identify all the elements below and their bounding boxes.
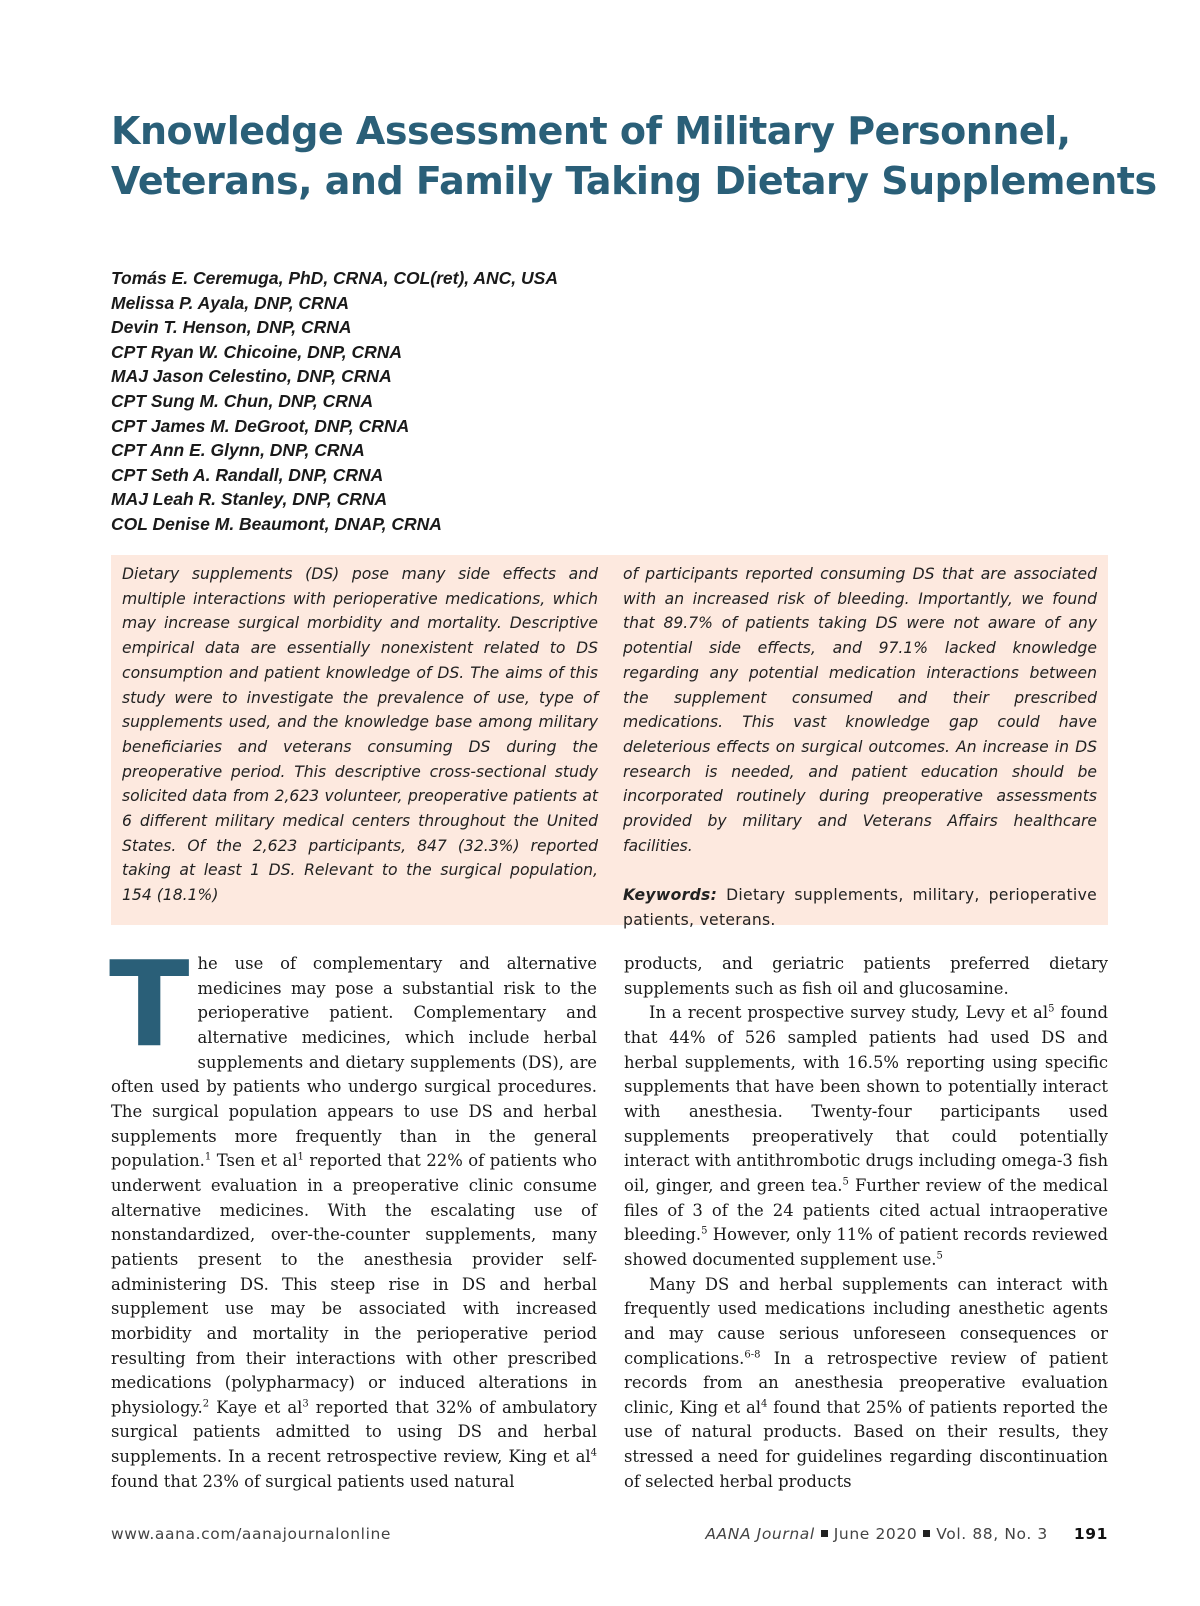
- author: CPT Ryan W. Chicoine, DNP, CRNA: [111, 341, 403, 362]
- article-title-line-2: Veterans, and Family Taking Dietary Supplements: [111, 159, 1157, 203]
- author: Melissa P. Ayala, DNP, CRNA: [111, 292, 349, 313]
- reference-marker: 3: [302, 1398, 309, 1410]
- reference-marker: 4: [590, 1447, 597, 1459]
- body-column-left: [109, 935, 597, 1494]
- body-text: However, only 11% of patient records reviewed showed documented supplement use.: [624, 1225, 1108, 1269]
- author: CPT James M. DeGroot, DNP, CRNA: [111, 415, 410, 436]
- author: Devin T. Henson, DNP, CRNA: [111, 317, 352, 338]
- reference-marker: 5: [936, 1250, 943, 1262]
- author: CPT Seth A. Randall, DNP, CRNA: [111, 464, 384, 485]
- author: MAJ Leah R. Stanley, DNP, CRNA: [111, 489, 388, 510]
- reference-marker: 2: [202, 1398, 210, 1410]
- abstract-text-left: Dietary supplements (DS) pose many side effects and multiple interactions with perioperative medications, which may increase surgical morbidity and mortality. Descriptive empirical data are essentially nonexistent related to DS consumption and patient knowledge of DS. The aims of this study were to investigate the prevalence of use, type of supplements used, and the knowledge base among military beneficiaries and veterans consuming DS during the preoperative period. This descriptive cross-sectional study solicited data from 2,623 volunteer, preoperative patients at 6 different military medical centers throughout the United States. Of the 2,623 participants, 847 (32.3%) reported taking at least 1 DS. Relevant to the surgical population, 154 (18.1%): [122, 565, 598, 905]
- volume-issue: Vol. 88, No. 3: [936, 1525, 1048, 1543]
- journal-url-link[interactable]: www.aana.com/aanajournalonline: [111, 1525, 392, 1543]
- body-text: he use of complementary and alternative medicines may pose a substantial risk to the perioperative patient. Complementary and alternative medicines, which include herbal supplements and dietary supplements (DS), are often used by patients who undergo surgical procedures. The surgical population appears to use DS and herbal supplements more frequently than in the general population.: [111, 954, 597, 1171]
- reference-marker: 6-8: [744, 1349, 761, 1361]
- body-text: Tsen et al: [211, 1151, 298, 1171]
- body-text: reported that 22% of patients who underwent evaluation in a preoperative clinic consume alternative medicines. With the escalating use of nonstandardized, over-the-counter supplements, many patients present to the anesthesia provider self-administering DS. This steep rise in DS and herbal supplement use may be associated with increased morbidity and mortality in the perioperative period resulting from their interactions with other prescribed medications (polypharmacy) or induced alterations in physiology.: [111, 1151, 597, 1417]
- author: MAJ Jason Celestino, DNP, CRNA: [111, 366, 392, 387]
- journal-citation: [705, 1525, 1108, 1543]
- square-bullet-icon: [923, 1530, 930, 1537]
- article-title-line-1: Knowledge Assessment of Military Personnel,: [111, 109, 1071, 153]
- author: COL Denise M. Beaumont, DNAP, CRNA: [111, 513, 442, 534]
- body-text: found that 25% of patients reported the use of natural products. Based on their results, they stressed a need for guidelines regarding discontinuation of selected herbal products: [624, 1397, 1109, 1491]
- abstract-column-right: [623, 562, 1097, 933]
- body-text: In a recent prospective survey study, Levy et al: [649, 1003, 1049, 1023]
- abstract-column-left: [122, 562, 598, 908]
- abstract-box: [111, 555, 1108, 929]
- body-paragraph: [624, 1273, 1108, 1495]
- keywords: [623, 883, 1097, 932]
- body-text: Many DS and herbal supplements can interact with frequently used medications including anesthetic agents and may cause serious unforeseen consequences or complications.: [624, 1274, 1108, 1368]
- reference-marker: 1: [204, 1151, 212, 1163]
- issue-date: June 2020: [833, 1525, 918, 1543]
- body-text: In a retrospective review of patient records from an anesthesia preoperative evaluation clinic, King et al: [624, 1348, 1108, 1417]
- body-text: reported that 32% of ambulatory surgical patients admitted to using DS and herbal supplements. In a recent retrospective review, King et al: [111, 1397, 597, 1467]
- body-text: found that 23% of surgical patients used natural: [111, 1471, 515, 1491]
- article-title: [111, 106, 1157, 206]
- author: CPT Ann E. Glynn, DNP, CRNA: [111, 440, 365, 461]
- reference-marker: 4: [761, 1398, 768, 1410]
- drop-cap: T: [109, 935, 190, 1073]
- reference-marker: 5: [1048, 1003, 1055, 1015]
- reference-marker: 5: [701, 1225, 708, 1237]
- author: Tomás E. Ceremuga, PhD, CRNA, COL(ret), ANC, USA: [111, 268, 558, 288]
- reference-marker: 5: [842, 1176, 849, 1188]
- author: CPT Sung M. Chun, DNP, CRNA: [111, 390, 374, 411]
- body-paragraph: products, and geriatric patients preferred dietary supplements such as fish oil and glucosamine.: [624, 954, 1108, 998]
- body-text: Kaye et al: [209, 1397, 303, 1417]
- body-text: found that 44% of 526 sampled patients had used DS and herbal supplements, with 16.5% reporting using specific supplements that have been shown to potentially interact with anesthesia. Twenty-four participants used supplements preoperatively that could potentially interact with antithrombotic drugs including omega-3 fish oil, ginger, and green tea.: [624, 1003, 1108, 1195]
- keywords-list: Dietary supplements, military, perioperative patients, veterans.: [623, 886, 1097, 929]
- body-text: Further review of the medical files of 3 of the 24 patients cited actual intraoperative bleeding.: [624, 1175, 1108, 1245]
- keywords-label: Keywords:: [623, 886, 718, 905]
- abstract-text-right: of participants reported consuming DS that are associated with an increased risk of bleeding. Importantly, we found that 89.7% of patients taking DS were not aware of any potential side effects, and 97.1% lacked knowledge regarding any potential medication interactions between the supplement consumed and their prescribed medications. This vast knowledge gap could have deleterious effects on surgical outcomes. An increase in DS research is needed, and patient education should be incorporated routinely during preoperative assessments provided by military and Veterans Affairs healthcare facilities.: [623, 565, 1097, 855]
- page-number: 191: [1073, 1525, 1108, 1543]
- reference-marker: 1: [297, 1151, 304, 1163]
- body-paragraph: [624, 1001, 1108, 1272]
- page-footer: [111, 1525, 1108, 1547]
- author-list: [111, 266, 811, 537]
- square-bullet-icon: [821, 1530, 828, 1537]
- journal-name: AANA Journal: [705, 1525, 815, 1543]
- body-column-right: [624, 952, 1108, 1494]
